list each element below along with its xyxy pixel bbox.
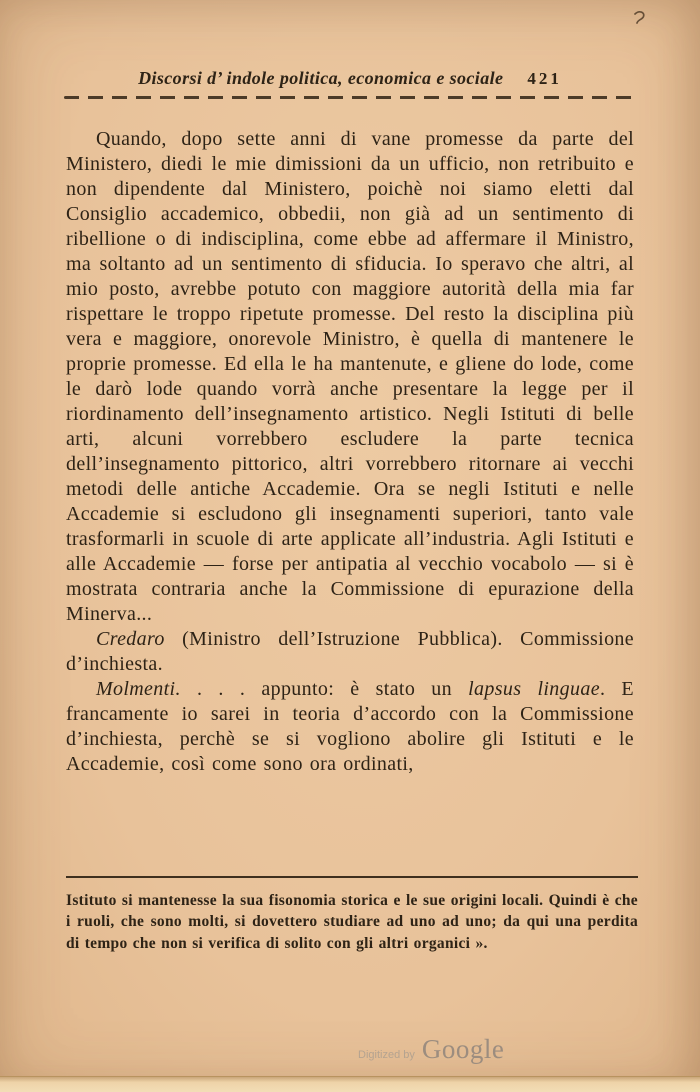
ink-blemish bbox=[632, 10, 648, 33]
paragraph-2 bbox=[66, 627, 634, 677]
page-header bbox=[64, 68, 636, 89]
speaker-name: Credaro bbox=[96, 628, 165, 650]
digitized-by-watermark bbox=[358, 1034, 504, 1065]
digitized-by-label: Digitized by bbox=[358, 1049, 415, 1061]
header-rule bbox=[64, 96, 636, 99]
footnote-text: Istituto si mantenesse la sua fisonomia storica e le sue origini locali. Quindi è che i ruoli, che sono molti, si dovettero studiare ad uno ad uno; da qui una perdita di tempo che non si verifica di solito con gli altri organici ». bbox=[66, 891, 638, 952]
ink-blemish-shape bbox=[632, 10, 648, 28]
footnote-block bbox=[66, 876, 638, 954]
page-number: 421 bbox=[527, 69, 562, 88]
page-body bbox=[66, 127, 634, 777]
page-bottom-edge bbox=[0, 1076, 700, 1092]
paragraph-3-text: . E francamente io sarei in teoria d’accordo con la Commissione d’inchiesta, perchè se si vogliono abolire gli Istituti e le Accademie, così come sono ora ordinati, bbox=[66, 678, 634, 775]
paragraph-1: Quando, dopo sette anni di vane promesse da parte del Ministero, diedi le mie dimissioni da un ufficio, non retribuito e non dipendente dal Ministero, poichè noi siamo eletti dal Consiglio accademico, obbedii, non già ad un sentimento di ribellione o di indisciplina, come ebbe ad affermare il Ministro, ma soltanto ad un sentimento di sfiducia. Io speravo che altri, al mio posto, avrebbe potuto con maggiore autorità della mia far rispettare le troppo ripetute promesse. Del resto la disciplina più vera e maggiore, onorevole Ministro, è quella di mantenere le proprie promesse. Ed ella le ha mantenute, e gliene do lode, come le darò lode quando vorrà anche presentare la legge per il riordinamento dell’insegnamento artistico. Negli Istituti di belle arti, alcuni vorrebbero escludere la parte tecnica dell’insegnamento pittorico, altri vorrebbero ritornare ai vecchi metodi delle antiche Accademie. Ora se negli Istituti e nelle Accademie si escludono gli insegnamenti superiori, tanto vale trasformarli in scuole di arte applicate all’industria. Agli Istituti e alle Accademie — forse per antipatia al vecchio vocabolo — si è mostrata contraria anche la Commissione di epurazione della Minerva... bbox=[66, 128, 634, 625]
latin-phrase: lapsus linguae bbox=[468, 678, 600, 700]
running-head: Discorsi d’ indole politica, economica e sociale bbox=[138, 68, 504, 88]
paragraph-3 bbox=[66, 677, 634, 777]
speaker-name: Molmenti. bbox=[96, 678, 181, 700]
google-logo: Google bbox=[421, 1034, 505, 1064]
paragraph-2-text: (Ministro dell’Istruzione Pubblica). Commissione d’inchiesta. bbox=[66, 628, 634, 675]
footnote-rule bbox=[66, 876, 638, 878]
paragraph-3-lead: . . . appunto: è stato un bbox=[180, 678, 469, 700]
